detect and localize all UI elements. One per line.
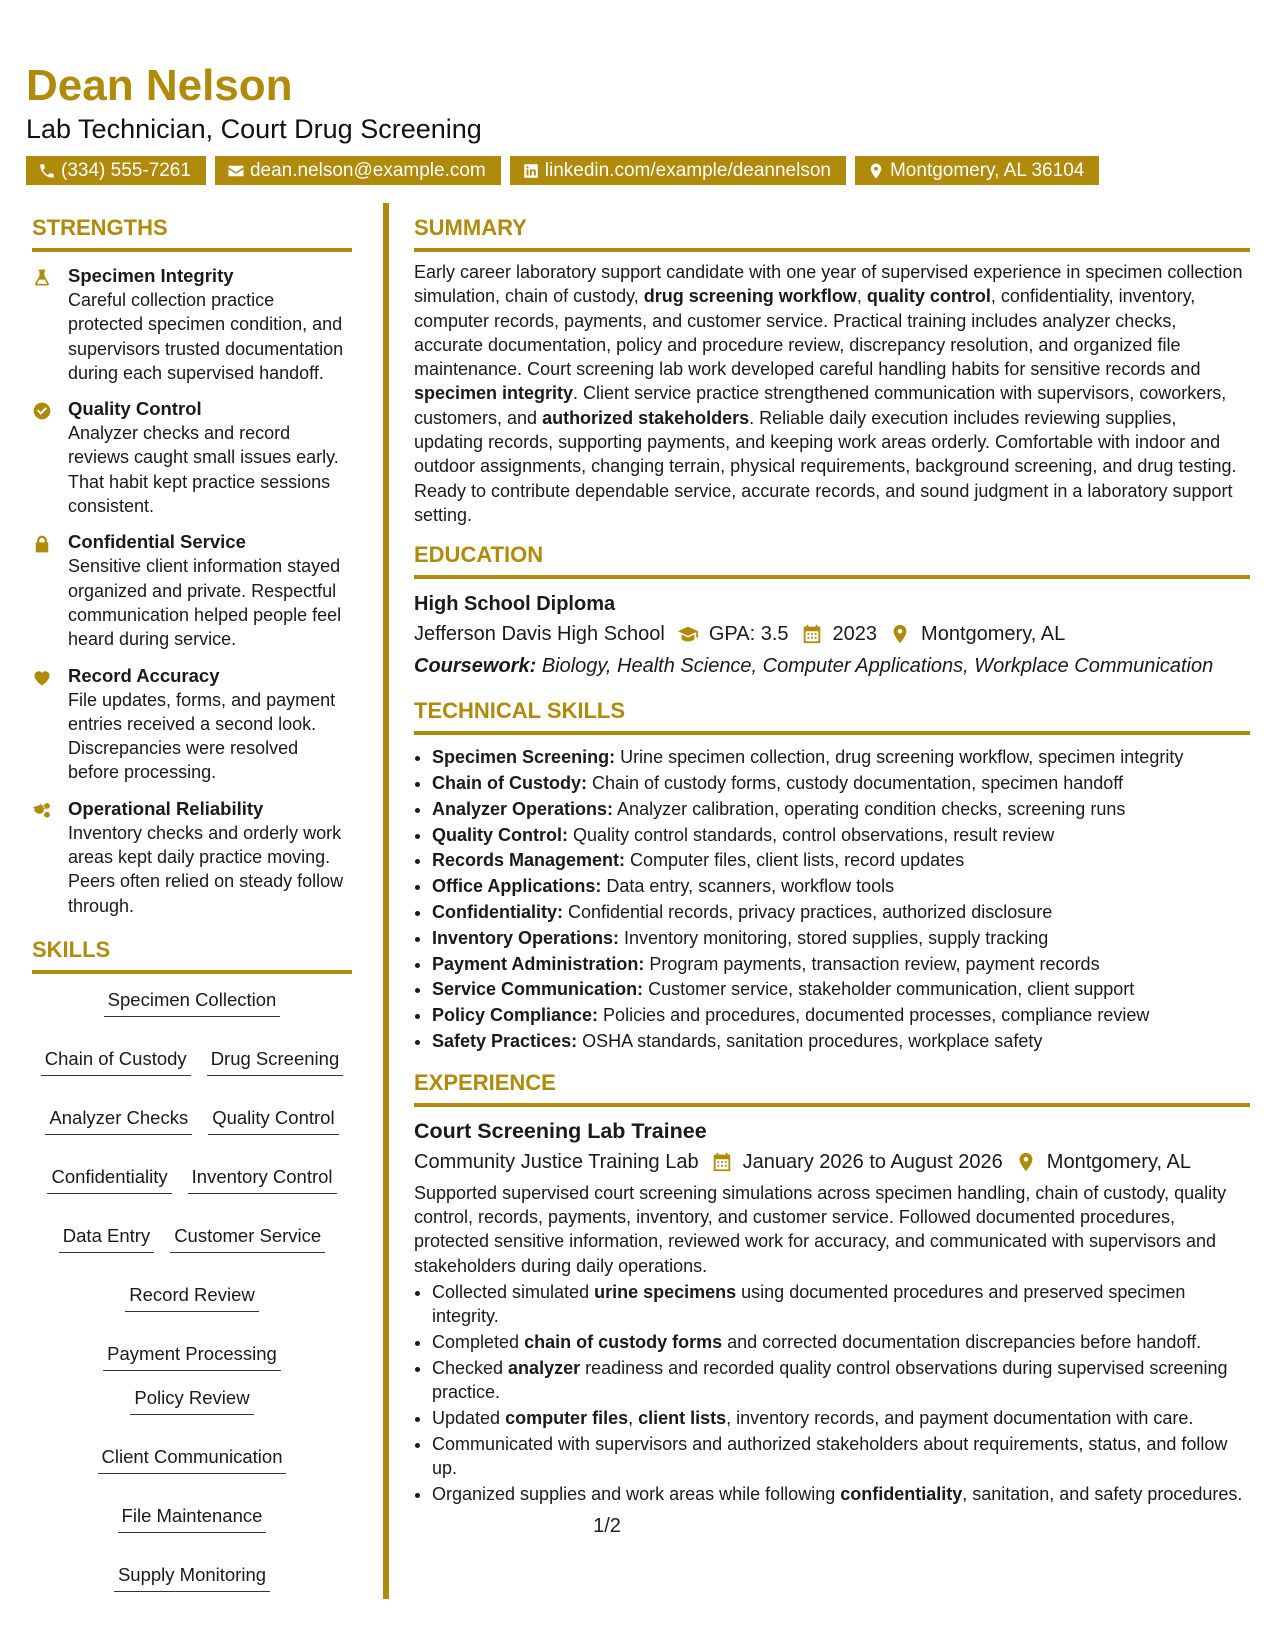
education-meta — [414, 619, 1250, 649]
bullet-bold: chain of custody forms — [524, 1332, 723, 1353]
technical-skill-item — [432, 1003, 1250, 1029]
technical-skill-label: Confidentiality: — [432, 902, 563, 923]
calendar-icon — [711, 1151, 733, 1173]
skill-tag: Analyzer Checks — [45, 1106, 192, 1135]
strength-item — [32, 530, 352, 651]
skill-tag: Record Review — [125, 1283, 258, 1312]
heart-icon — [32, 668, 52, 688]
technical-skill-item — [432, 1029, 1250, 1055]
experience-bullets — [414, 1280, 1250, 1506]
page-number: 1/2 — [593, 1515, 621, 1537]
contact-email[interactable] — [215, 156, 501, 185]
resume-header — [26, 60, 1246, 185]
skill-tag: Data Entry — [59, 1224, 154, 1253]
technical-skill-item — [432, 874, 1250, 900]
technical-skill-item — [432, 797, 1250, 823]
contact-location-text: Montgomery, AL 36104 — [889, 160, 1085, 181]
school-name: Jefferson Davis High School — [414, 623, 665, 646]
technical-skill-item — [432, 848, 1250, 874]
technical-skill-text: Computer files, client lists, record updates — [625, 850, 965, 871]
technical-skill-item — [432, 952, 1250, 978]
summary-text — [414, 260, 1250, 527]
technical-skill-label: Payment Administration: — [432, 953, 645, 974]
contact-email-text: dean.nelson@example.com — [249, 160, 486, 181]
degree-title: High School Diploma — [414, 593, 616, 616]
strength-item — [32, 264, 352, 385]
technical-skill-label: Chain of Custody: — [432, 773, 587, 794]
experience-bullet — [432, 1280, 1250, 1329]
bullet-text: readiness and recorded quality control observations during supervised screening practice. — [432, 1357, 1228, 1403]
summary-bold: specimen integrity — [414, 383, 574, 404]
summary-bold: quality control — [866, 286, 991, 307]
technical-skill-label: Quality Control: — [432, 824, 568, 845]
technical-skill-label: Records Management: — [432, 850, 626, 871]
skill-tag: Payment Processing — [103, 1342, 281, 1371]
envelope-icon — [227, 162, 245, 180]
strength-item — [32, 797, 352, 918]
graduation-cap-icon — [677, 623, 699, 645]
contact-bar — [26, 156, 1246, 185]
calendar-icon — [801, 623, 823, 645]
experience-bullet — [432, 1330, 1250, 1354]
strength-desc: Analyzer checks and record reviews caught small issues early. That habit kept practice sessions consistent. — [68, 423, 339, 517]
technical-skill-label: Specimen Screening: — [432, 747, 616, 768]
bullet-text: , inventory records, and payment documentation with care. — [726, 1408, 1194, 1428]
column-divider — [383, 203, 389, 1599]
bullet-text: using documented procedures and preserved specimen integrity. — [432, 1282, 1186, 1327]
skill-tag: Inventory Control — [188, 1165, 337, 1194]
bullet-bold: client lists — [638, 1408, 727, 1428]
technical-skill-label: Office Applications: — [432, 876, 602, 897]
summary-text: , confidentiality, inventory, computer records, payments, and customer service. Practical training includes analyzer checks, accurate documentation, policy and procedure review, discrepancy resolution, and organized file maintenance. Court screening lab work developed careful handling habits for sensitive records and — [414, 286, 1201, 380]
right-column — [414, 214, 1250, 1508]
technical-skill-label: Safety Practices: — [432, 1031, 578, 1052]
bullet-text: , — [628, 1408, 639, 1428]
job-title: Court Screening Lab Trainee — [414, 1118, 707, 1143]
technical-skill-text: Chain of custody forms, custody documentation, specimen handoff — [587, 773, 1123, 794]
technical-skill-text: Program payments, transaction review, payment records — [644, 953, 1100, 974]
skill-tag: Quality Control — [208, 1106, 338, 1135]
candidate-role: Lab Technician, Court Drug Screening — [26, 114, 482, 144]
skill-tag: File Maintenance — [118, 1504, 267, 1533]
experience-bullet — [432, 1406, 1250, 1430]
technical-skill-item — [432, 745, 1250, 771]
organization: Community Justice Training Lab — [414, 1150, 699, 1173]
bullet-bold: confidentiality — [840, 1483, 963, 1504]
skill-tag: Supply Monitoring — [114, 1563, 270, 1592]
skills-heading: SKILLS — [32, 936, 352, 974]
summary-bold: drug screening workflow — [643, 286, 857, 307]
technical-skill-item — [432, 771, 1250, 797]
experience-bullet — [432, 1432, 1250, 1481]
skill-tag: Client Communication — [98, 1445, 287, 1474]
technical-skill-label: Service Communication: — [432, 979, 644, 1000]
technical-skill-item — [432, 926, 1250, 952]
bullet-bold: urine specimens — [594, 1282, 737, 1303]
skill-tag: Policy Review — [130, 1386, 253, 1415]
location-icon — [889, 623, 911, 645]
phone-icon — [38, 162, 56, 180]
location-icon — [867, 162, 885, 180]
flask-icon — [32, 268, 52, 288]
strength-desc: Inventory checks and orderly work areas kept daily practice moving. Peers often relied on steady follow through. — [68, 822, 344, 916]
strength-title: Quality Control — [68, 398, 202, 420]
skill-tag: Specimen Collection — [104, 988, 281, 1017]
technical-skill-label: Policy Compliance: — [432, 1005, 599, 1026]
contact-location — [855, 156, 1099, 185]
technical-skill-text: OSHA standards, sanitation procedures, workplace safety — [577, 1031, 1043, 1052]
job-meta — [414, 1147, 1250, 1177]
contact-phone-text: (334) 555-7261 — [61, 160, 191, 181]
strength-item — [32, 664, 352, 785]
technical-skill-text: Confidential records, privacy practices, authorized disclosure — [563, 902, 1053, 923]
school-location: Montgomery, AL — [921, 623, 1066, 646]
education-heading: EDUCATION — [414, 541, 1250, 579]
job-dates: January 2026 to August 2026 — [742, 1150, 1003, 1173]
strength-desc: Careful collection practice protected specimen condition, and supervisors trusted documentation during each supervised handoff. — [68, 290, 344, 383]
summary-bold: authorized stakeholders — [542, 407, 750, 428]
experience-heading: EXPERIENCE — [414, 1069, 1250, 1107]
contact-linkedin[interactable] — [510, 156, 846, 185]
skill-tag: Drug Screening — [207, 1047, 344, 1076]
technical-skill-text: Customer service, stakeholder communication, client support — [643, 979, 1135, 1000]
bullet-text: Collected simulated — [432, 1282, 595, 1303]
experience-bullet — [432, 1482, 1250, 1506]
skill-tag: Chain of Custody — [41, 1047, 191, 1076]
strength-title: Operational Reliability — [68, 797, 264, 819]
technical-skill-text: Policies and procedures, documented processes, compliance review — [598, 1005, 1150, 1026]
technical-skill-label: Analyzer Operations: — [432, 798, 614, 819]
bullet-text: Updated — [432, 1408, 506, 1428]
summary-heading: SUMMARY — [414, 214, 1250, 252]
bullet-text: Checked — [432, 1357, 509, 1378]
skill-tag: Customer Service — [170, 1224, 325, 1253]
skill-tag: Confidentiality — [47, 1165, 171, 1194]
coursework-label: Coursework: — [414, 655, 537, 678]
gears-icon — [32, 801, 52, 821]
candidate-name: Dean Nelson — [26, 61, 293, 110]
summary-text: . Reliable daily execution includes reviewing supplies, updating records, supporting payments, and keeping work areas orderly. Comfortable with indoor and outdoor assignments, changing terrain, physical requirements, background screening, and drug testing. Ready to contribute dependable service, accurate records, and sound judgment in a laboratory support setting. — [414, 407, 1237, 525]
check-circle-icon — [32, 401, 52, 421]
technical-skill-item — [432, 977, 1250, 1003]
bullet-text: , sanitation, and safety procedures. — [962, 1483, 1243, 1504]
bullet-bold: computer files — [505, 1408, 629, 1428]
bullet-text: and corrected documentation discrepancies before handoff. — [722, 1332, 1202, 1353]
strength-title: Confidential Service — [68, 531, 246, 553]
technical-skill-text: Inventory monitoring, stored supplies, supply tracking — [619, 927, 1049, 948]
technical-skill-label: Inventory Operations: — [432, 927, 620, 948]
skill-tags — [32, 988, 352, 1592]
location-icon — [1015, 1151, 1037, 1173]
bullet-text: Completed — [432, 1332, 525, 1353]
technical-skill-item — [432, 900, 1250, 926]
summary-text: Early career laboratory support candidate with one year of supervised experience in specimen collection simulation, chain of custody, — [414, 262, 1243, 307]
lock-icon — [32, 534, 52, 554]
strength-title: Specimen Integrity — [68, 265, 234, 286]
strength-desc: Sensitive client information stayed organized and private. Respectful communication helped people feel heard during service. — [68, 556, 342, 650]
coursework-list: Biology, Health Science, Computer Applications, Workplace Communication — [541, 655, 1214, 678]
technical-skills-list — [414, 745, 1250, 1055]
strength-desc: File updates, forms, and payment entries received a second look. Discrepancies were resolved before processing. — [68, 689, 336, 783]
technical-skill-text: Data entry, scanners, workflow tools — [601, 876, 895, 897]
technical-skill-item — [432, 823, 1250, 849]
graduation-year: 2023 — [832, 623, 878, 646]
technical-skill-text: Quality control standards, control observations, result review — [568, 824, 1055, 845]
linkedin-icon — [522, 162, 540, 180]
contact-phone[interactable] — [26, 156, 206, 185]
job-location: Montgomery, AL — [1046, 1150, 1191, 1173]
technical-skill-text: Analyzer calibration, operating condition checks, screening runs — [613, 798, 1126, 819]
left-column — [32, 214, 352, 1592]
gpa: GPA: 3.5 — [708, 623, 789, 646]
experience-bullet — [432, 1356, 1250, 1405]
summary-text: . Client service practice strengthened communication with supervisors, coworkers, customers, and — [414, 383, 1227, 428]
technical-skill-text: Urine specimen collection, drug screening workflow, specimen integrity — [615, 747, 1184, 768]
strengths-heading: STRENGTHS — [32, 214, 352, 252]
skills-section — [32, 936, 352, 1592]
coursework — [414, 651, 1250, 681]
bullet-text: Organized supplies and work areas while following — [432, 1483, 841, 1504]
technical-skills-heading: TECHNICAL SKILLS — [414, 697, 1250, 735]
contact-linkedin-text: linkedin.com/example/deannelson — [544, 160, 831, 181]
job-description: Supported supervised court screening simulations across specimen handling, chain of custody, quality control, records, payments, inventory, and customer service. Followed documented procedures, protected sensitive information, reviewed work for accuracy, and communicated with supervisors and stakeholders during daily operations. — [414, 1182, 1227, 1276]
bullet-text: Communicated with supervisors and authorized stakeholders about requirements, status, and follow up. — [432, 1433, 1228, 1479]
strength-item — [32, 397, 352, 518]
bullet-bold: analyzer — [508, 1357, 581, 1378]
summary-text: , — [856, 286, 867, 307]
strength-title: Record Accuracy — [68, 664, 220, 686]
